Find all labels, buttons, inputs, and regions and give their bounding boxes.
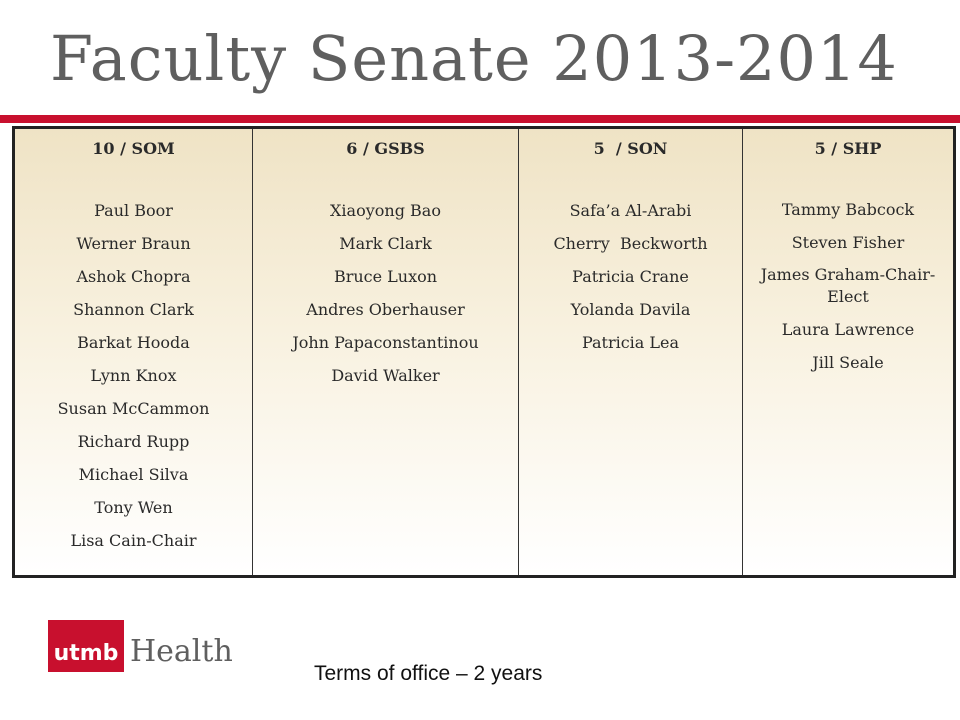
member-name: Ashok Chopra <box>76 267 191 286</box>
logo-wordmark: Health <box>130 633 233 669</box>
member-name: Paul Boor <box>94 201 173 220</box>
member-name: Susan McCammon <box>57 399 210 418</box>
member-name: David Walker <box>331 366 440 385</box>
slide-title: Faculty Senate 2013-2014 <box>50 22 898 95</box>
utmb-logo-mark: utmb <box>48 620 124 672</box>
member-name: Richard Rupp <box>77 432 190 451</box>
column-header: 5 / SHP <box>814 139 882 158</box>
member-name: Laura Lawrence <box>781 320 915 339</box>
member-name: Cherry Beckworth <box>553 234 708 253</box>
member-name: Werner Braun <box>76 234 191 253</box>
member-name: Safa’a Al-Arabi <box>569 201 692 220</box>
member-name: Tony Wen <box>94 498 173 517</box>
member-name: Barkat Hooda <box>77 333 190 352</box>
column-header: 6 / GSBS <box>346 139 425 158</box>
column-header: 5 / SON <box>593 139 668 158</box>
member-name: Andres Oberhauser <box>306 300 465 319</box>
member-name: Lisa Cain-Chair <box>70 531 197 550</box>
member-name: Steven Fisher <box>791 232 905 252</box>
column-shp <box>743 129 953 575</box>
senate-table <box>12 126 956 578</box>
column-son <box>519 129 743 575</box>
member-name: Michael Silva <box>78 465 189 484</box>
member-name: Jill Seale <box>812 352 884 372</box>
member-name: Patricia Lea <box>581 333 680 352</box>
member-name: Mark Clark <box>339 234 432 253</box>
terms-note: Terms of office – 2 years <box>314 662 543 685</box>
member-name: Bruce Luxon <box>333 267 438 286</box>
utmb-health-logo <box>48 620 233 672</box>
member-name: Yolanda Davila <box>570 300 691 319</box>
column-header: 10 / SOM <box>92 139 175 158</box>
member-name: Shannon Clark <box>73 300 194 319</box>
member-name: Tammy Babcock <box>781 200 915 219</box>
column-som <box>15 129 253 575</box>
member-name: James Graham-Chair-Elect <box>760 265 936 306</box>
member-name: Xiaoyong Bao <box>330 201 441 220</box>
member-name: Lynn Knox <box>90 366 177 385</box>
title-divider <box>0 115 960 123</box>
column-gsbs <box>253 129 519 575</box>
member-name: John Papaconstantinou <box>292 333 479 352</box>
member-name: Patricia Crane <box>572 267 689 286</box>
